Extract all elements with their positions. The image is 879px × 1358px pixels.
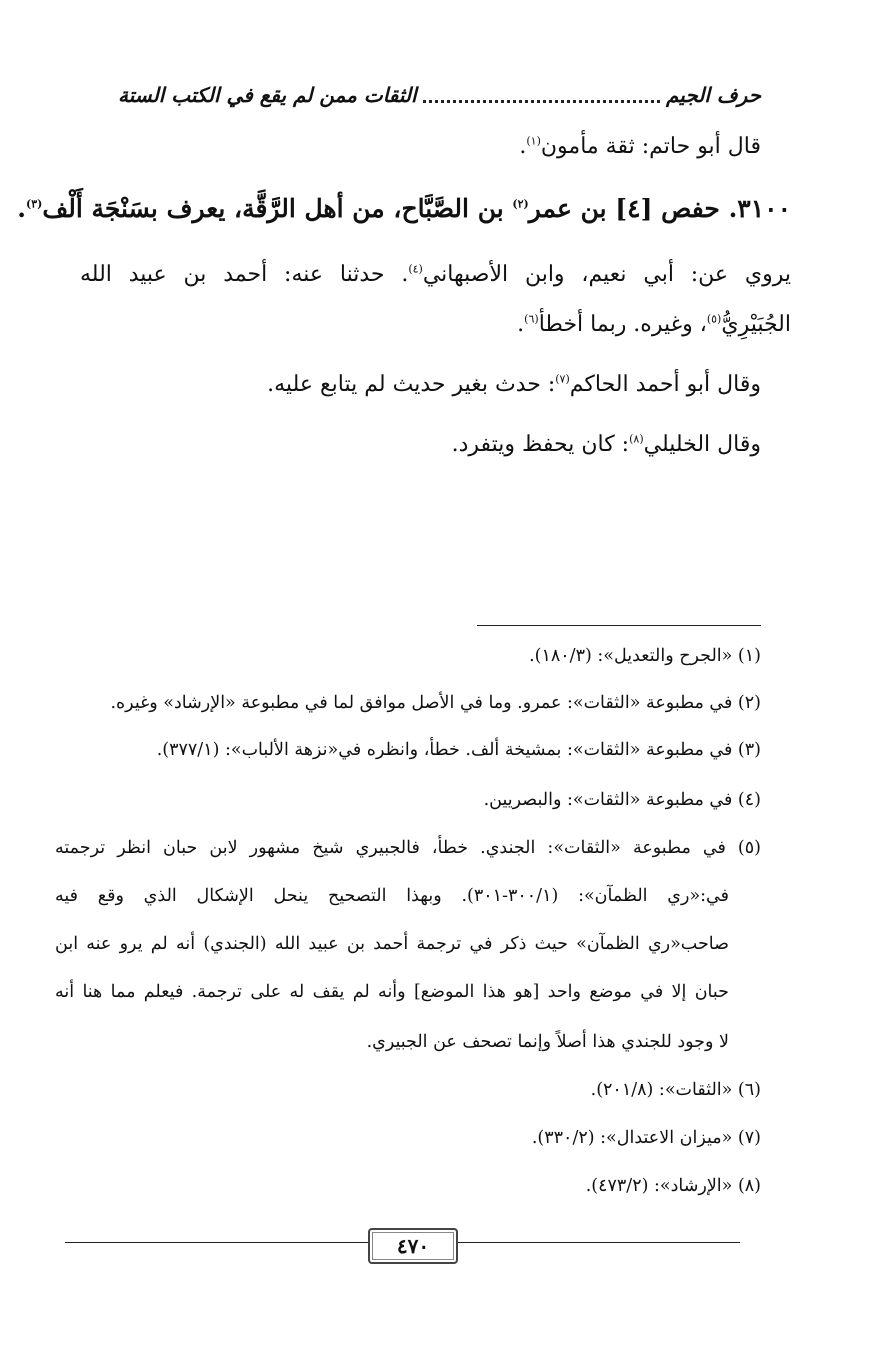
entry-name: حفص [٤] بن عمر (528, 194, 720, 223)
footnote-7: (٧) «ميزان الاعتدال»: (٣٣٠/٢). (531, 1128, 761, 1148)
header-chapter: حرف الجيم (666, 83, 761, 107)
footnote-separator (477, 625, 761, 626)
footnote-ref-2: (٢) (512, 197, 529, 211)
header-book-title: الثقات ممن لم يقع في الكتب الستة (118, 83, 417, 107)
body-para2: وقال أبو أحمد الحاكم$^{(٧)}$: حدث بغير حديث لم يتابع عليه. (267, 372, 761, 397)
footnote-1: (١) «الجرح والتعديل»: (١٨٠/٣). (529, 646, 761, 666)
footnote-4: (٤) في مطبوعة «الثقات»: والبصريين. (483, 790, 761, 810)
footnote-5-line-3: صاحب«ري الظمآن» حيث ذكر في ترجمة أحمد بن عبيد الله (الجندي) أنه لم يرو عنه ابن (55, 934, 729, 954)
page-number: ٤٧٠ (368, 1228, 458, 1264)
running-header (118, 78, 761, 112)
footnote-ref-5: (٥) (706, 312, 722, 326)
footnote-5-line-1: (٥) في مطبوعة «الثقات»: الجندي. خطأ، فالجبيري شيخ مشهور لابن حبان انظر ترجمته (55, 838, 761, 858)
footnote-5-line-4: حبان إلا في موضع واحد [هو هذا الموضع] وأنه لم يقف له على ترجمة. فيعلم مما هنا أنه (55, 982, 729, 1002)
body-line-1: قال أبو حاتم: ثقة مأمون$^{(١)}$. (519, 134, 761, 159)
body-para1-line1: يروي عن: أبي نعيم، وابن الأصبهاني$^{(٤)}$. حدثنا عنه: أحمد بن عبيد الله (80, 262, 791, 287)
footnote-2: (٢) في مطبوعة «الثقات»: عمرو. وما في الأصل موافق لما في مطبوعة «الإرشاد» وغيره. (110, 693, 761, 713)
footnote-5-line-5: لا وجود للجندي هذا أصلاً وإنما تصحف عن الجبيري. (366, 1032, 729, 1052)
entry-description: بن الصَّبَّاح، من أهل الرَّقَّة، يعرف بسَنْجَة أَلْف (42, 194, 513, 223)
footnote-6: (٦) «الثقات»: (٢٠١/٨). (590, 1080, 761, 1100)
entry-heading: ٣١٠٠. حفص [٤] بن عمر$^{(٢)}$ بن الصَّبَّاح، من أهل الرَّقَّة، يعرف بسَنْجَة أَلْف$^{(٣)}$. (17, 194, 791, 223)
footnote-ref-4: (٤) (408, 262, 423, 276)
footnote-3: (٣) في مطبوعة «الثقات»: بمشيخة ألف. خطأ، وانظره في«نزهة الألباب»: (٣٧٧/١). (156, 740, 761, 760)
footnote-ref-7: (٧) (555, 372, 570, 386)
footnote-8: (٨) «الإرشاد»: (٤٧٣/٢). (585, 1176, 761, 1196)
header-dots (423, 88, 660, 103)
footnote-ref-6: (٦) (524, 312, 539, 326)
footnote-ref-3: (٣) (26, 197, 43, 211)
entry-number: ٣١٠٠. (728, 194, 791, 223)
footnote-ref-8: (٨) (629, 432, 644, 446)
body-para3: وقال الخليلي$^{(٨)}$: كان يحفظ ويتفرد. (451, 432, 761, 457)
footnote-ref-1: (١) (526, 134, 541, 148)
body-para1-line2: الجُبَيْرِيُّ$^{(٥)}$، وغيره. ربما أخطأ$^{(٦)}$. (517, 312, 791, 337)
footnote-5-line-2: في:«ري الظمآن»: (٣٠٠/١-٣٠١). وبهذا التصحيح ينحل الإشكال الذي وقع فيه (55, 886, 729, 906)
